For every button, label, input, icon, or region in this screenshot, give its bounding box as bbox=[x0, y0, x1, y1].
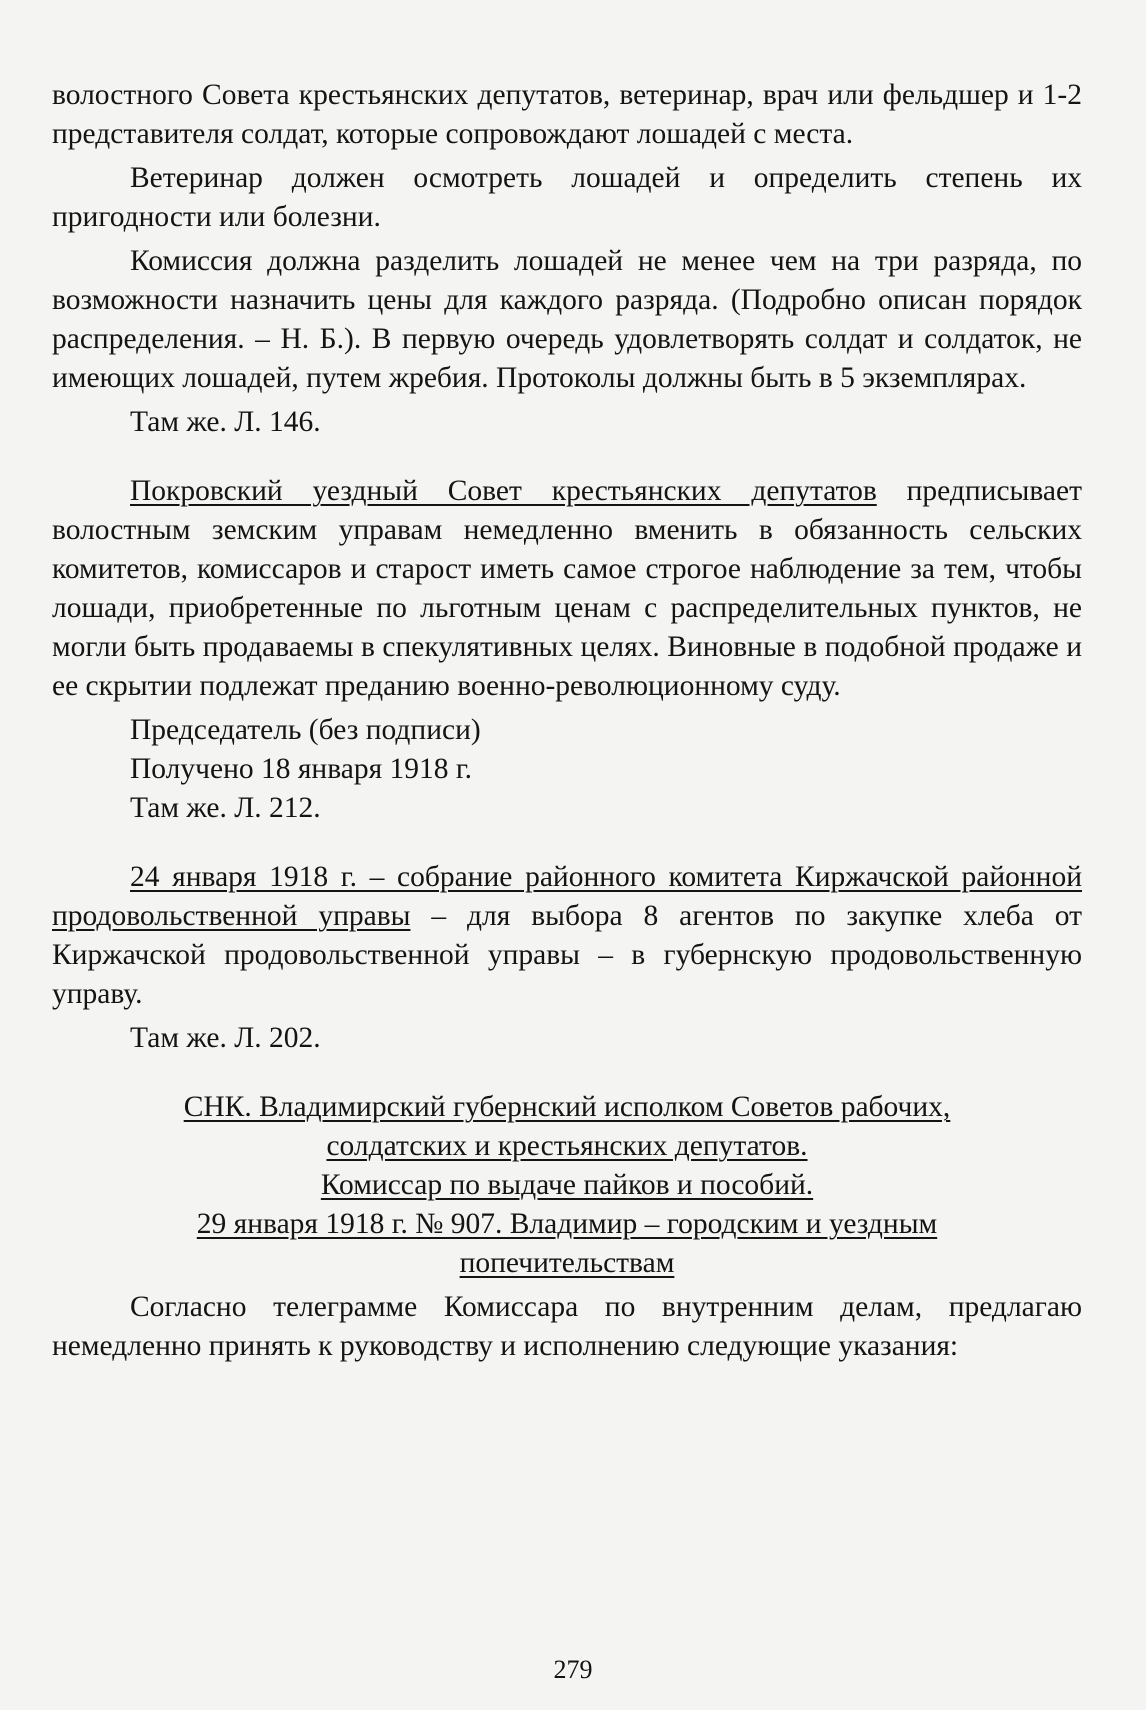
header-snk bbox=[112, 1088, 1022, 1166]
paragraph-continuation: волостного Совета крестьянских депутатов, ветеринар, врач или фельдшер и 1-2 представителя солдат, которые сопровождают лошадей с места. bbox=[52, 79, 1082, 150]
header-date-number-text: 29 января 1918 г. № 907. Владимир – городским и уездным попечительствам bbox=[196, 1208, 938, 1279]
header-commissar bbox=[112, 1166, 1022, 1205]
kirzhach-meeting-title: 24 января 1918 г. – собрание районного комитета Киржачской районной продовольственной управы bbox=[52, 861, 1082, 932]
paragraph-commission: Комиссия должна разделить лошадей не менее чем на три разряда, по возможности назначить цены для каждого разряда. (Подробно описан порядок распределения. – Н. Б.). В первую очередь удовлетворять солдат и солдаток, не имеющих лошадей, путем жребия. Протоколы должны быть в 5 экземплярах. bbox=[52, 245, 1082, 394]
kirzhach-meeting-body: – для выбора 8 агентов по закупке хлеба от Киржачской продовольственной управы – в губернскую продовольственную управу. bbox=[52, 900, 1082, 1010]
archive-reference-3: Там же. Л. 202. bbox=[130, 1022, 321, 1054]
archive-reference-2: Там же. Л. 212. bbox=[130, 792, 321, 824]
document-header-block bbox=[52, 1088, 1082, 1283]
signature-chairman: Председатель (без подписи) bbox=[130, 714, 481, 746]
paragraph-telegram: Согласно телеграмме Комиссара по внутренним делам, предлагаю немедленно принять к руководству и исполнению следующие указания: bbox=[52, 1291, 1082, 1362]
paragraph-kirzhach-meeting bbox=[52, 858, 1082, 1014]
header-snk-text: СНК. Владимирский губернский исполком Советов рабочих, солдатских и крестьянских депутатов. bbox=[183, 1091, 951, 1162]
page-number: 279 bbox=[553, 1655, 593, 1684]
archive-reference-1: Там же. Л. 146. bbox=[130, 406, 321, 438]
pokrov-council-title: Покровский уездный Совет крестьянских депутатов bbox=[130, 475, 877, 507]
header-commissar-text: Комиссар по выдаче пайков и пособий. bbox=[320, 1169, 814, 1201]
paragraph-veterinarian: Ветеринар должен осмотреть лошадей и определить степень их пригодности или болезни. bbox=[52, 162, 1082, 233]
document-page bbox=[52, 76, 1082, 1366]
paragraph-pokrov-council bbox=[52, 472, 1082, 706]
pokrov-council-body: предписывает волостным земским управам немедленно вменить в обязанность сельских комитетов, комиссаров и старост иметь самое строгое наблюдение за тем, чтобы лошади, приобретенные по льготным ценам с распределительных пунктов, не могли быть продаваемы в спекулятивных целях. Виновные в подобной продаже и ее скрытии подлежат преданию военно-революционному суду. bbox=[52, 475, 1082, 702]
received-date: Получено 18 января 1918 г. bbox=[130, 753, 473, 785]
header-date-number bbox=[112, 1205, 1022, 1283]
